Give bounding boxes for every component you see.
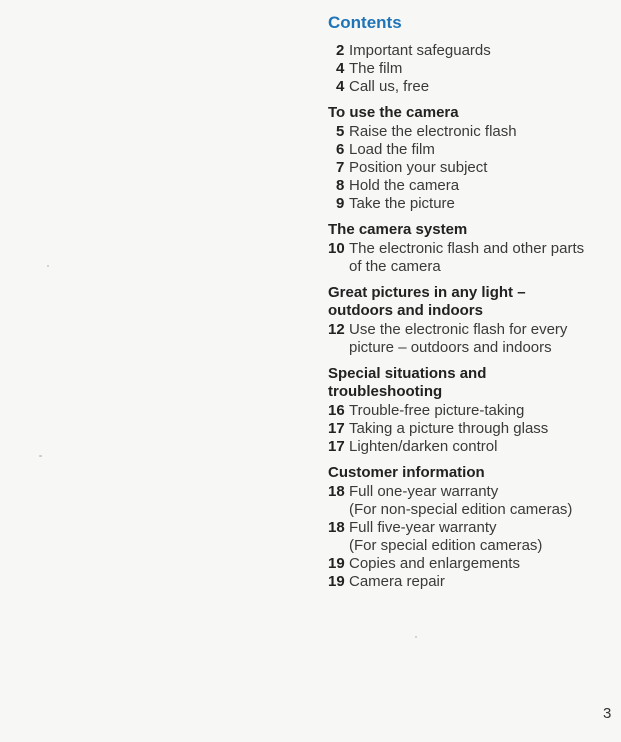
section-heading: To use the camera (328, 104, 459, 121)
section-special-situations (328, 365, 616, 456)
entry-title: Position your subject (349, 159, 488, 176)
entry-page-number: 12 (328, 321, 345, 338)
section-customer-information (328, 464, 616, 591)
entry-page-number: 16 (328, 402, 345, 419)
toc-entry (328, 42, 616, 60)
page-number: 3 (603, 705, 612, 722)
toc-entry (328, 420, 616, 438)
entry-title: Copies and enlargements (349, 555, 520, 572)
entry-page-number: 7 (336, 159, 345, 176)
entry-page-number: 5 (336, 123, 345, 140)
table-of-contents (328, 12, 616, 591)
entry-title: Camera repair (349, 573, 445, 590)
entry-page-number: 18 (328, 483, 345, 500)
section-heading (328, 365, 616, 401)
toc-entry (328, 60, 616, 78)
entry-title: Full five-year warranty (349, 519, 497, 536)
entry-title: Taking a picture through glass (349, 420, 549, 437)
entry-page-number: 4 (336, 78, 345, 95)
entry-page-number: 19 (328, 573, 345, 590)
toc-entry (328, 555, 616, 573)
entry-title: Important safeguards (349, 42, 491, 59)
section-use-camera (328, 104, 616, 213)
entry-title: Use the electronic flash for every (349, 321, 568, 338)
intro-section (328, 42, 616, 96)
section-heading-line: Special situations and (328, 365, 487, 382)
toc-entry (328, 159, 616, 177)
entry-title-continued: (For non-special edition cameras) (349, 501, 573, 518)
entry-title: The electronic flash and other parts (349, 240, 585, 257)
toc-entry (328, 141, 616, 159)
entry-title: The film (349, 60, 403, 77)
section-heading (328, 284, 616, 320)
entry-title: Take the picture (349, 195, 455, 212)
toc-entry (328, 195, 616, 213)
entry-page-number: 10 (328, 240, 345, 257)
entry-title: Hold the camera (349, 177, 460, 194)
paper-speck (39, 455, 42, 457)
toc-entry (328, 438, 616, 456)
entry-page-number: 2 (336, 42, 345, 59)
entry-page-number: 8 (336, 177, 345, 194)
toc-entry (328, 483, 616, 519)
section-heading-line: troubleshooting (328, 383, 443, 400)
entry-title-continued: (For special edition cameras) (349, 537, 543, 554)
entry-title: Trouble-free picture-taking (349, 402, 525, 419)
entry-page-number: 9 (336, 195, 345, 212)
entry-title: Raise the electronic flash (349, 123, 517, 140)
section-heading: Customer information (328, 464, 485, 481)
entry-title-continued: of the camera (349, 258, 441, 275)
entry-title: Lighten/darken control (349, 438, 498, 455)
entry-title: Full one-year warranty (349, 483, 499, 500)
toc-entry (328, 402, 616, 420)
toc-entry (328, 123, 616, 141)
toc-entry (328, 519, 616, 555)
entry-page-number: 4 (336, 60, 345, 77)
section-camera-system (328, 221, 616, 276)
entry-title-continued: picture – outdoors and indoors (349, 339, 552, 356)
toc-entry (328, 240, 616, 276)
paper-speck (415, 636, 417, 638)
entry-page-number: 18 (328, 519, 345, 536)
toc-entry (328, 78, 616, 96)
entry-page-number: 19 (328, 555, 345, 572)
section-heading-line: outdoors and indoors (328, 302, 483, 319)
entry-title: Load the film (349, 141, 435, 158)
entry-page-number: 6 (336, 141, 345, 158)
section-heading-line: Great pictures in any light – (328, 284, 526, 301)
section-great-pictures (328, 284, 616, 357)
paper-speck (47, 265, 49, 267)
entry-page-number: 17 (328, 438, 345, 455)
section-heading: The camera system (328, 221, 468, 238)
toc-entry (328, 177, 616, 195)
entry-page-number: 17 (328, 420, 345, 437)
toc-entry (328, 321, 616, 357)
entry-title: Call us, free (349, 78, 430, 95)
toc-entry (328, 573, 616, 591)
contents-title: Contents (328, 13, 402, 32)
